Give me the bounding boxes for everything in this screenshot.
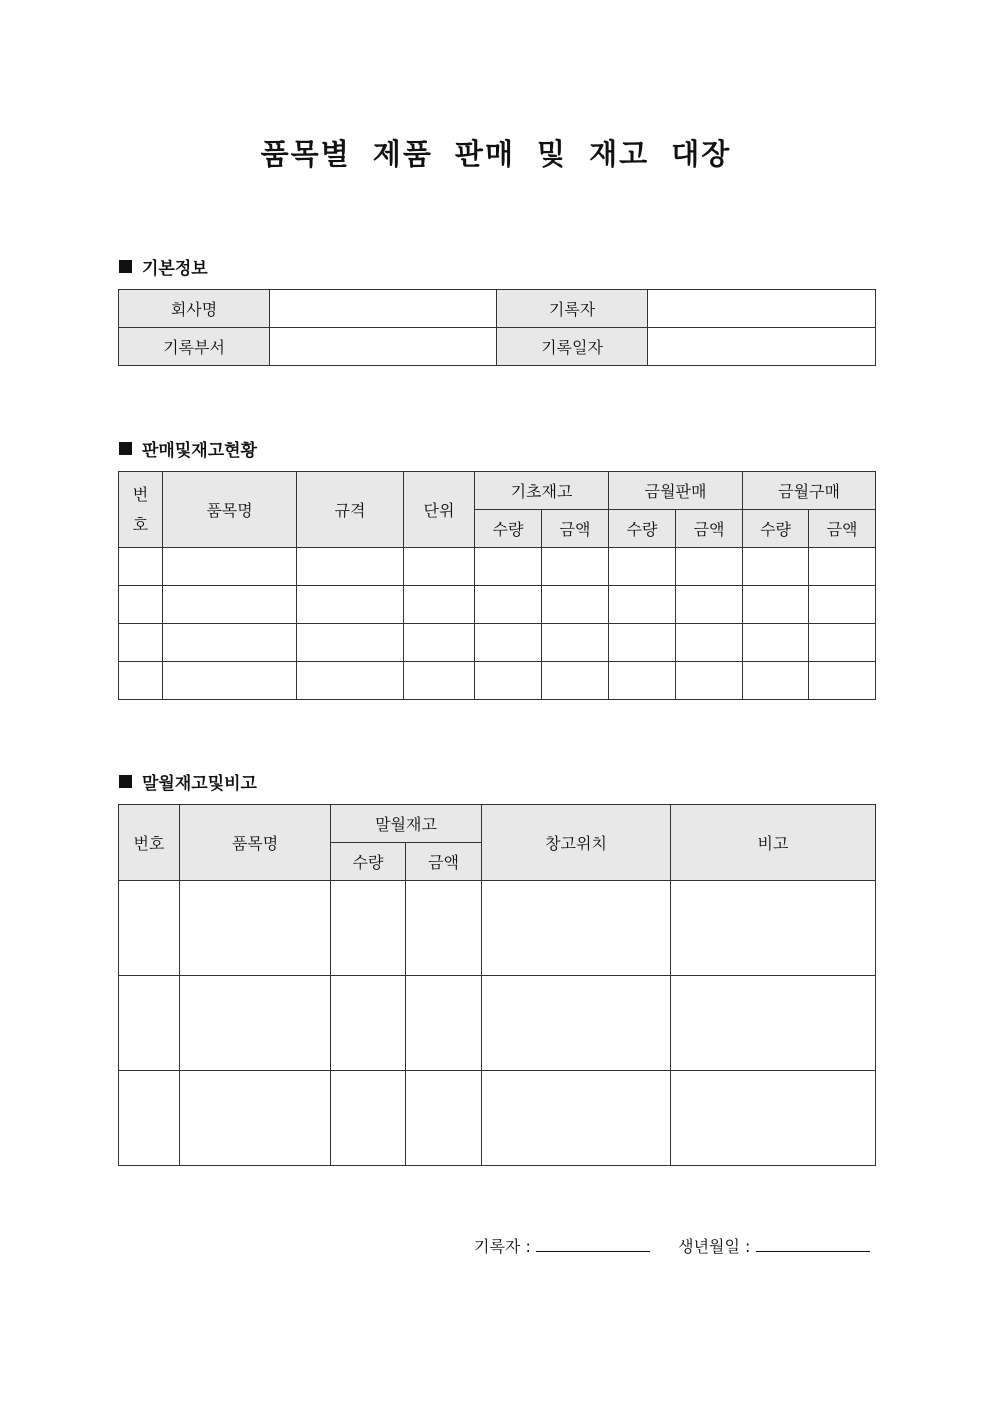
column-header-opening: 기초재고 <box>475 472 609 510</box>
table-row <box>119 624 876 662</box>
column-header-purchase: 금월구매 <box>743 472 876 510</box>
table-cell[interactable] <box>542 662 609 700</box>
table-row <box>119 662 876 700</box>
page-title: 품목별 제품 판매 및 재고 대장 <box>260 137 732 171</box>
table-cell[interactable] <box>475 624 542 662</box>
table-cell[interactable] <box>163 624 297 662</box>
table-cell[interactable] <box>406 881 482 976</box>
column-header-remarks: 비고 <box>671 805 876 881</box>
table-cell[interactable] <box>542 548 609 586</box>
section-title: 판매및재고현황 <box>142 441 257 461</box>
column-header-amount: 금액 <box>406 843 482 881</box>
column-header-amount: 금액 <box>542 510 609 548</box>
square-bullet-icon <box>119 442 132 455</box>
column-header-amount: 금액 <box>676 510 743 548</box>
no-label-bottom: 호 <box>132 514 149 534</box>
table-cell[interactable] <box>676 662 743 700</box>
table-cell[interactable] <box>331 976 406 1071</box>
no-label-top: 번 <box>132 484 149 504</box>
column-header-stock: 말월재고 <box>331 805 482 843</box>
table-cell[interactable] <box>743 624 809 662</box>
table-cell[interactable] <box>743 586 809 624</box>
table-cell[interactable] <box>671 1071 876 1166</box>
table-cell[interactable] <box>406 976 482 1071</box>
table-cell[interactable] <box>809 662 876 700</box>
table-cell[interactable] <box>297 624 404 662</box>
table-cell[interactable] <box>297 662 404 700</box>
table-cell[interactable] <box>297 548 404 586</box>
table-cell[interactable] <box>475 662 542 700</box>
table-row <box>119 881 876 976</box>
header-row <box>119 805 876 843</box>
birth-date-field[interactable] <box>756 1237 870 1252</box>
column-header-spec: 규격 <box>297 472 404 548</box>
column-header-item: 품목명 <box>163 472 297 548</box>
table-cell[interactable] <box>743 662 809 700</box>
table-cell[interactable] <box>609 548 676 586</box>
table-cell[interactable] <box>119 976 180 1071</box>
recorder-field[interactable] <box>648 290 876 328</box>
section-title: 기본정보 <box>142 259 208 279</box>
column-header-amount: 금액 <box>809 510 876 548</box>
section-heading-month-end <box>119 769 257 794</box>
recorder-signature-label: 기록자 : <box>474 1237 531 1256</box>
company-label: 회사명 <box>119 290 270 328</box>
table-cell[interactable] <box>163 662 297 700</box>
column-header-qty: 수량 <box>609 510 676 548</box>
square-bullet-icon <box>119 775 132 788</box>
section-heading-inventory <box>119 436 257 461</box>
table-cell[interactable] <box>676 586 743 624</box>
table-cell[interactable] <box>482 1071 671 1166</box>
company-field[interactable] <box>270 290 497 328</box>
table-cell[interactable] <box>331 881 406 976</box>
table-row <box>119 290 876 328</box>
birth-date-label: 생년월일 : <box>678 1237 751 1256</box>
table-cell[interactable] <box>542 586 609 624</box>
table-cell[interactable] <box>119 1071 180 1166</box>
column-header-qty: 수량 <box>743 510 809 548</box>
table-cell[interactable] <box>671 881 876 976</box>
column-header-item: 품목명 <box>180 805 331 881</box>
table-cell[interactable] <box>475 586 542 624</box>
column-header-unit: 단위 <box>404 472 475 548</box>
table-cell[interactable] <box>163 548 297 586</box>
basic-info-table <box>118 289 876 366</box>
table-cell[interactable] <box>404 586 475 624</box>
month-end-table <box>118 804 876 1166</box>
table-cell[interactable] <box>609 624 676 662</box>
table-cell[interactable] <box>331 1071 406 1166</box>
record-date-label: 기록일자 <box>497 328 648 366</box>
table-cell[interactable] <box>119 586 163 624</box>
table-cell[interactable] <box>404 662 475 700</box>
table-cell[interactable] <box>743 548 809 586</box>
table-row <box>119 548 876 586</box>
table-cell[interactable] <box>119 548 163 586</box>
section-heading-basic <box>119 254 208 279</box>
table-cell[interactable] <box>475 548 542 586</box>
table-cell[interactable] <box>542 624 609 662</box>
table-cell[interactable] <box>119 662 163 700</box>
table-cell[interactable] <box>180 976 331 1071</box>
table-cell[interactable] <box>404 548 475 586</box>
signature-line <box>474 1234 870 1257</box>
column-header-qty: 수량 <box>331 843 406 881</box>
table-cell[interactable] <box>671 976 876 1071</box>
table-cell[interactable] <box>676 624 743 662</box>
column-header-sales: 금월판매 <box>609 472 743 510</box>
table-row <box>119 1071 876 1166</box>
table-cell[interactable] <box>809 624 876 662</box>
column-header-no: 번호 <box>119 805 180 881</box>
table-cell[interactable] <box>119 881 180 976</box>
column-header-qty: 수량 <box>475 510 542 548</box>
table-cell[interactable] <box>180 1071 331 1166</box>
table-cell[interactable] <box>609 586 676 624</box>
table-cell[interactable] <box>180 881 331 976</box>
recorder-label: 기록자 <box>497 290 648 328</box>
square-bullet-icon <box>119 260 132 273</box>
header-row <box>119 472 876 510</box>
table-cell[interactable] <box>809 548 876 586</box>
column-header-location: 창고위치 <box>482 805 671 881</box>
inventory-table <box>118 471 876 700</box>
table-cell[interactable] <box>609 662 676 700</box>
table-cell[interactable] <box>406 1071 482 1166</box>
department-field[interactable] <box>270 328 497 366</box>
table-cell[interactable] <box>297 586 404 624</box>
table-row <box>119 976 876 1071</box>
department-label: 기록부서 <box>119 328 270 366</box>
table-cell[interactable] <box>163 586 297 624</box>
column-header-no <box>119 472 163 548</box>
table-cell[interactable] <box>809 586 876 624</box>
table-cell[interactable] <box>676 548 743 586</box>
table-row <box>119 328 876 366</box>
table-cell[interactable] <box>119 624 163 662</box>
table-cell[interactable] <box>404 624 475 662</box>
table-cell[interactable] <box>482 976 671 1071</box>
record-date-field[interactable] <box>648 328 876 366</box>
section-title: 말월재고및비고 <box>142 774 257 794</box>
table-cell[interactable] <box>482 881 671 976</box>
table-row <box>119 586 876 624</box>
recorder-signature-field[interactable] <box>536 1237 650 1252</box>
